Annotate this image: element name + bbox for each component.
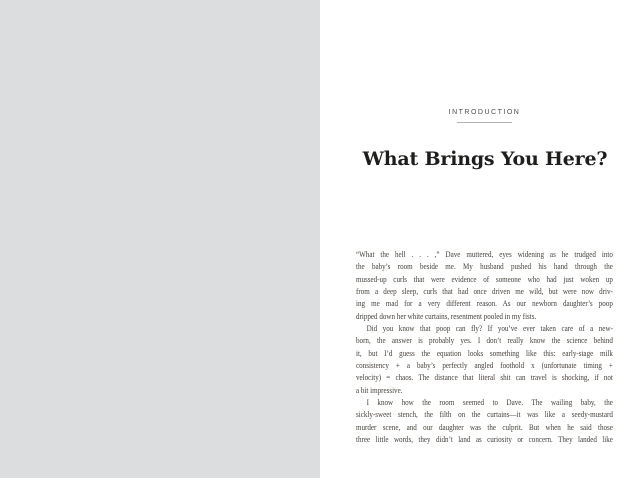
text-line: ing me mad for a very different reason. As our newborn daughter’s poop [356,298,613,309]
text-line: mussed-up curls that were evidence of someone who had just woken up [356,273,613,284]
text-line: born, the answer is probably yes. I don’t really know the science behind [356,335,613,346]
body-text [356,248,613,446]
text-line: consistency + a baby’s perfectly angled foothold x (unfortunate timing + [356,360,613,371]
text-line: I know how the room seemed to Dave. The wailing baby, the [366,397,613,408]
text-line: dripped down her white curtains, resentment pooled in my fists. [356,310,537,321]
text-line: it, but I’d guess the equation looks something like this: early-stage milk [356,347,613,358]
left-page-blank [0,0,320,478]
text-line: murder scene, and our daughter was the culprit. But when he said those [356,421,613,432]
chapter-kicker: INTRODUCTION [448,109,521,116]
text-line: velocity) = chaos. The distance that literal shit can travel is shocking, if not [356,372,613,383]
paragraph [356,322,613,396]
paragraph [356,396,613,445]
text-line: sickly-sweet stench, the filth on the curtains—it was like a seedy-mustard [356,409,613,420]
kicker-rule [457,122,512,123]
chapter-title: What Brings You Here? [362,148,608,170]
right-page [320,0,640,480]
text-line: three little words, they didn’t land as curiosity or concern. They landed like [356,434,613,445]
text-line: the baby’s room beside me. My husband pushed his hand through the [356,261,613,272]
text-line: from a deep sleep, curls that had once driven me wild, but were now driv- [356,286,613,297]
text-line: a bit impressive. [356,384,403,395]
paragraph [356,248,613,322]
text-line: Did you know that poop can fly? If you’ve ever taken care of a new- [366,323,613,334]
text-line: “What the hell . . . ,” Dave muttered, eyes widening as he trudged into [356,249,613,259]
